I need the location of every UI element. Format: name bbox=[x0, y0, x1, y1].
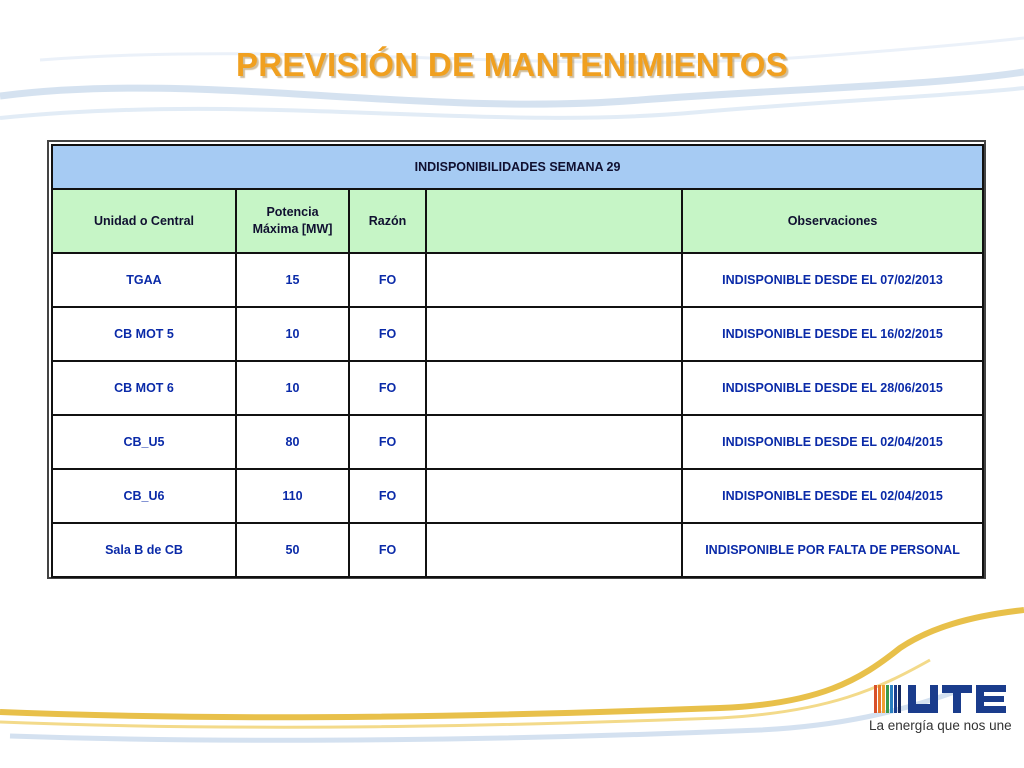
header-blank bbox=[426, 189, 682, 253]
cell-unit: CB_U6 bbox=[52, 469, 236, 523]
cell-power: 15 bbox=[236, 253, 349, 307]
header-power-line1: Potencia bbox=[266, 205, 319, 219]
cell-power: 10 bbox=[236, 307, 349, 361]
cell-blank bbox=[426, 361, 682, 415]
cell-blank bbox=[426, 307, 682, 361]
brand-slogan: La energía que nos une bbox=[869, 718, 1012, 733]
header-observations: Observaciones bbox=[682, 189, 983, 253]
logo-letters bbox=[908, 685, 1006, 713]
header-power bbox=[236, 189, 349, 253]
ute-logo-icon bbox=[874, 683, 1006, 715]
maintenance-table bbox=[51, 144, 984, 578]
cell-power: 80 bbox=[236, 415, 349, 469]
cell-observations: INDISPONIBLE DESDE EL 28/06/2015 bbox=[682, 361, 983, 415]
cell-reason: FO bbox=[349, 415, 426, 469]
cell-power: 50 bbox=[236, 523, 349, 577]
cell-unit: CB MOT 6 bbox=[52, 361, 236, 415]
cell-observations: INDISPONIBLE DESDE EL 02/04/2015 bbox=[682, 415, 983, 469]
table-row bbox=[52, 523, 983, 577]
header-reason: Razón bbox=[349, 189, 426, 253]
table-row bbox=[52, 253, 983, 307]
cell-reason: FO bbox=[349, 307, 426, 361]
cell-reason: FO bbox=[349, 523, 426, 577]
table-row bbox=[52, 415, 983, 469]
table-row bbox=[52, 469, 983, 523]
cell-blank bbox=[426, 523, 682, 577]
cell-blank bbox=[426, 253, 682, 307]
cell-reason: FO bbox=[349, 469, 426, 523]
table-row bbox=[52, 361, 983, 415]
cell-unit: CB MOT 5 bbox=[52, 307, 236, 361]
cell-observations: INDISPONIBLE POR FALTA DE PERSONAL bbox=[682, 523, 983, 577]
cell-reason: FO bbox=[349, 253, 426, 307]
cell-blank bbox=[426, 415, 682, 469]
table-banner: INDISPONIBILIDADES SEMANA 29 bbox=[52, 145, 983, 189]
table-row bbox=[52, 307, 983, 361]
table-header-row bbox=[52, 189, 983, 253]
cell-observations: INDISPONIBLE DESDE EL 02/04/2015 bbox=[682, 469, 983, 523]
maintenance-table-frame bbox=[47, 140, 986, 579]
cell-reason: FO bbox=[349, 361, 426, 415]
table-banner-row bbox=[52, 145, 983, 189]
page-title: PREVISIÓN DE MANTENIMIENTOS bbox=[235, 46, 789, 83]
cell-power: 10 bbox=[236, 361, 349, 415]
header-power-line2: Máxima [MW] bbox=[252, 222, 333, 236]
cell-unit: CB_U5 bbox=[52, 415, 236, 469]
cell-unit: Sala B de CB bbox=[52, 523, 236, 577]
cell-blank bbox=[426, 469, 682, 523]
cell-power: 110 bbox=[236, 469, 349, 523]
cell-observations: INDISPONIBLE DESDE EL 16/02/2015 bbox=[682, 307, 983, 361]
header-unit: Unidad o Central bbox=[52, 189, 236, 253]
cell-observations: INDISPONIBLE DESDE EL 07/02/2013 bbox=[682, 253, 983, 307]
cell-unit: TGAA bbox=[52, 253, 236, 307]
logo-emblem bbox=[874, 685, 901, 713]
